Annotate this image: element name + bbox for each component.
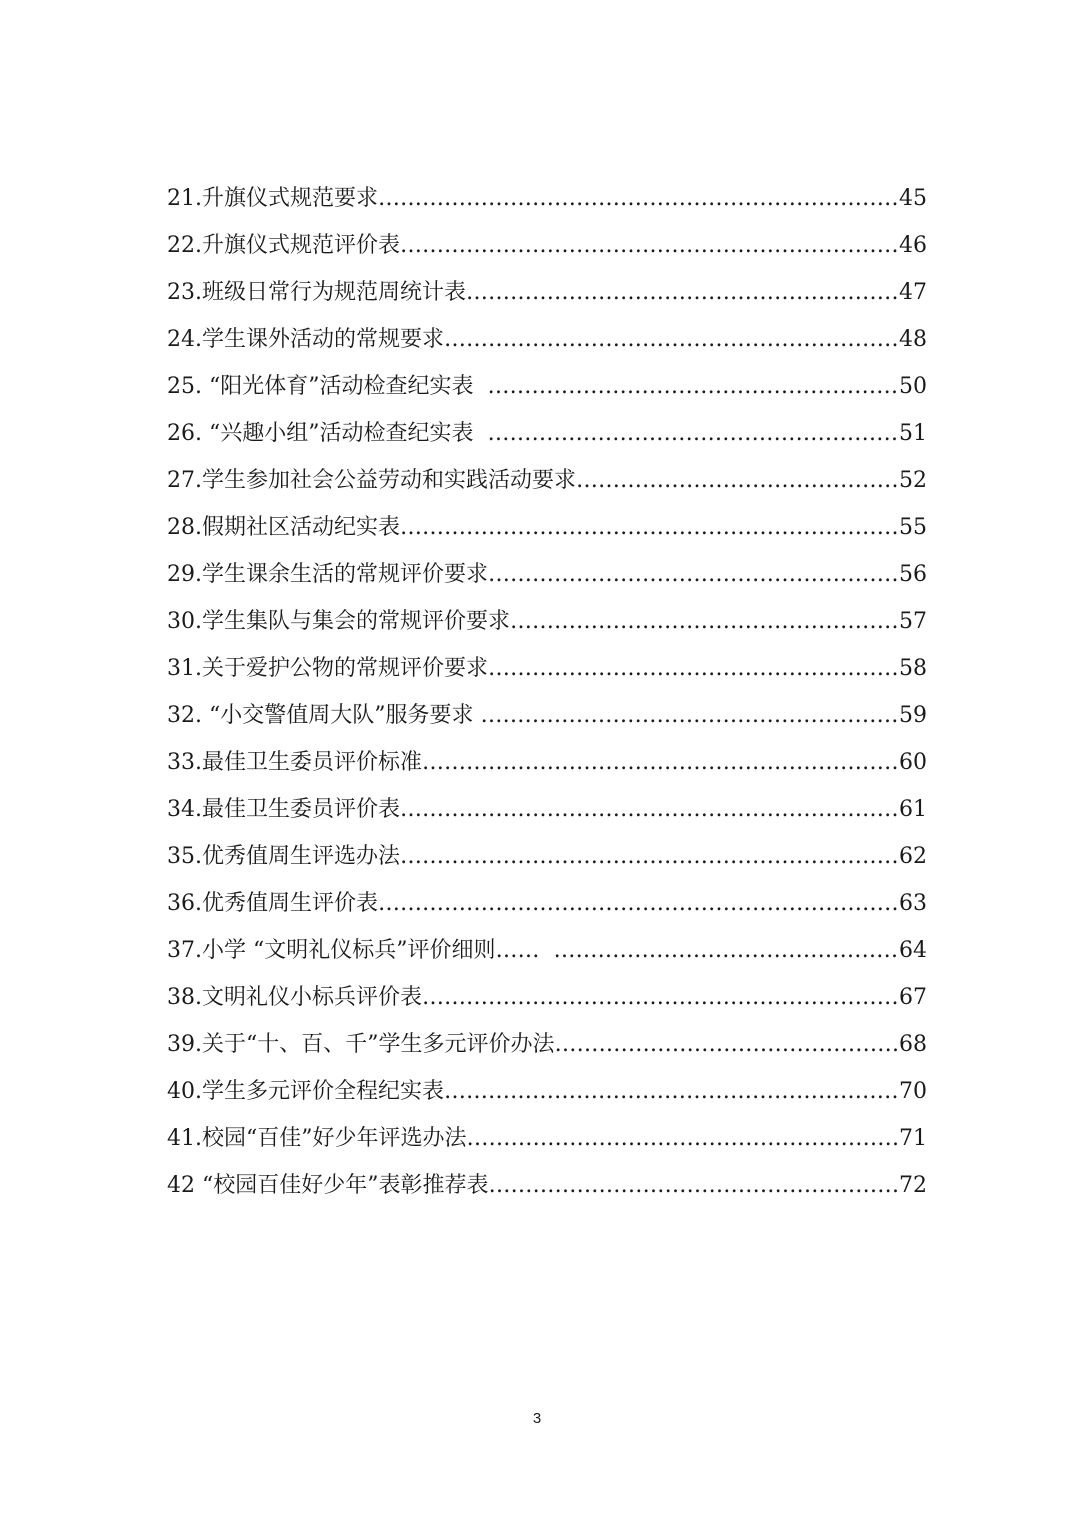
toc-entry-title: 40.学生多元评价全程纪实表 bbox=[167, 1079, 444, 1104]
toc-dot-leader bbox=[487, 410, 897, 457]
table-of-contents bbox=[167, 175, 927, 1209]
toc-entry-page: 48 bbox=[899, 327, 927, 352]
toc-dot-leader bbox=[510, 598, 897, 645]
toc-entry-page: 63 bbox=[899, 891, 927, 916]
toc-entry-page: 52 bbox=[899, 468, 927, 493]
toc-dot-leader bbox=[466, 1115, 897, 1162]
toc-entry-title: 41.校园“百佳”好少年评选办法 bbox=[167, 1126, 467, 1151]
toc-entry[interactable] bbox=[167, 1021, 927, 1068]
toc-dot-leader bbox=[488, 1162, 897, 1209]
toc-entry-page: 59 bbox=[899, 703, 927, 728]
toc-entry-page: 57 bbox=[899, 609, 927, 634]
toc-entry[interactable] bbox=[167, 457, 927, 504]
toc-dot-leader bbox=[480, 692, 897, 739]
toc-entry-page: 58 bbox=[899, 656, 927, 681]
toc-entry-page: 50 bbox=[899, 374, 927, 399]
toc-entry-page: 71 bbox=[899, 1126, 927, 1151]
toc-entry-title: 32. “小交警值周大队”服务要求 bbox=[167, 703, 481, 728]
toc-entry-title: 22.升旗仪式规范评价表 bbox=[167, 233, 400, 258]
toc-entry[interactable] bbox=[167, 927, 927, 974]
toc-entry-title: 27.学生参加社会公益劳动和实践活动要求 bbox=[167, 468, 576, 493]
toc-entry[interactable] bbox=[167, 1115, 927, 1162]
toc-entry-title: 33.最佳卫生委员评价标准 bbox=[167, 750, 422, 775]
toc-entry-page: 60 bbox=[899, 750, 927, 775]
toc-entry-title: 26. “兴趣小组”活动检查纪实表 bbox=[167, 421, 488, 446]
toc-dot-leader bbox=[553, 927, 897, 974]
toc-entry-title: 38.文明礼仪小标兵评价表 bbox=[167, 985, 422, 1010]
toc-dot-leader bbox=[400, 504, 897, 551]
toc-dot-leader bbox=[488, 551, 897, 598]
toc-entry[interactable] bbox=[167, 504, 927, 551]
toc-dot-leader bbox=[488, 645, 897, 692]
toc-entry-title: 35.优秀值周生评选办法 bbox=[167, 844, 400, 869]
toc-entry-page: 45 bbox=[899, 186, 927, 211]
toc-dot-leader bbox=[466, 269, 897, 316]
toc-entry-page: 64 bbox=[899, 938, 927, 963]
toc-entry[interactable] bbox=[167, 551, 927, 598]
toc-entry[interactable] bbox=[167, 739, 927, 786]
toc-entry[interactable] bbox=[167, 1162, 927, 1209]
toc-entry-title: 37.小学 “文明礼仪标兵”评价细则…… bbox=[167, 938, 554, 963]
toc-entry-title: 25. “阳光体育”活动检查纪实表 bbox=[167, 374, 488, 399]
toc-entry-page: 72 bbox=[899, 1173, 927, 1198]
toc-dot-leader bbox=[400, 786, 897, 833]
toc-entry-title: 39.关于“十、百、千”学生多元评价办法 bbox=[167, 1032, 555, 1057]
toc-dot-leader bbox=[444, 1068, 897, 1115]
toc-entry-title: 24.学生课外活动的常规要求 bbox=[167, 327, 444, 352]
toc-entry[interactable] bbox=[167, 269, 927, 316]
toc-entry[interactable] bbox=[167, 692, 927, 739]
toc-dot-leader bbox=[422, 739, 897, 786]
toc-entry[interactable] bbox=[167, 1068, 927, 1115]
toc-entry[interactable] bbox=[167, 175, 927, 222]
toc-entry-title: 28.假期社区活动纪实表 bbox=[167, 515, 400, 540]
toc-entry-page: 62 bbox=[899, 844, 927, 869]
toc-entry-page: 47 bbox=[899, 280, 927, 305]
toc-entry-page: 68 bbox=[899, 1032, 927, 1057]
page-number: 3 bbox=[532, 1410, 542, 1427]
toc-entry[interactable] bbox=[167, 363, 927, 410]
toc-dot-leader bbox=[487, 363, 897, 410]
toc-dot-leader bbox=[378, 175, 897, 222]
toc-dot-leader bbox=[554, 1021, 897, 1068]
toc-entry-title: 30.学生集队与集会的常规评价要求 bbox=[167, 609, 510, 634]
toc-entry[interactable] bbox=[167, 316, 927, 363]
toc-dot-leader bbox=[576, 457, 897, 504]
toc-dot-leader bbox=[400, 222, 897, 269]
toc-dot-leader bbox=[422, 974, 897, 1021]
toc-entry-page: 56 bbox=[899, 562, 927, 587]
toc-dot-leader bbox=[444, 316, 897, 363]
toc-entry[interactable] bbox=[167, 645, 927, 692]
toc-entry-title: 42 “校园百佳好少年”表彰推荐表 bbox=[167, 1173, 489, 1198]
toc-entry-title: 31.关于爱护公物的常规评价要求 bbox=[167, 656, 488, 681]
toc-entry-title: 36.优秀值周生评价表 bbox=[167, 891, 378, 916]
toc-entry[interactable] bbox=[167, 974, 927, 1021]
toc-entry-page: 51 bbox=[899, 421, 927, 446]
toc-dot-leader bbox=[378, 880, 897, 927]
toc-entry[interactable] bbox=[167, 222, 927, 269]
toc-entry-page: 55 bbox=[899, 515, 927, 540]
toc-entry[interactable] bbox=[167, 410, 927, 457]
toc-entry-page: 67 bbox=[899, 985, 927, 1010]
toc-entry-page: 61 bbox=[899, 797, 927, 822]
toc-entry-title: 23.班级日常行为规范周统计表 bbox=[167, 280, 466, 305]
toc-entry[interactable] bbox=[167, 786, 927, 833]
toc-entry-page: 46 bbox=[899, 233, 927, 258]
toc-entry[interactable] bbox=[167, 598, 927, 645]
toc-entry[interactable] bbox=[167, 833, 927, 880]
toc-entry[interactable] bbox=[167, 880, 927, 927]
toc-entry-page: 70 bbox=[899, 1079, 927, 1104]
toc-entry-title: 29.学生课余生活的常规评价要求 bbox=[167, 562, 488, 587]
toc-dot-leader bbox=[400, 833, 897, 880]
toc-entry-title: 34.最佳卫生委员评价表 bbox=[167, 797, 400, 822]
toc-entry-title: 21.升旗仪式规范要求 bbox=[167, 186, 378, 211]
